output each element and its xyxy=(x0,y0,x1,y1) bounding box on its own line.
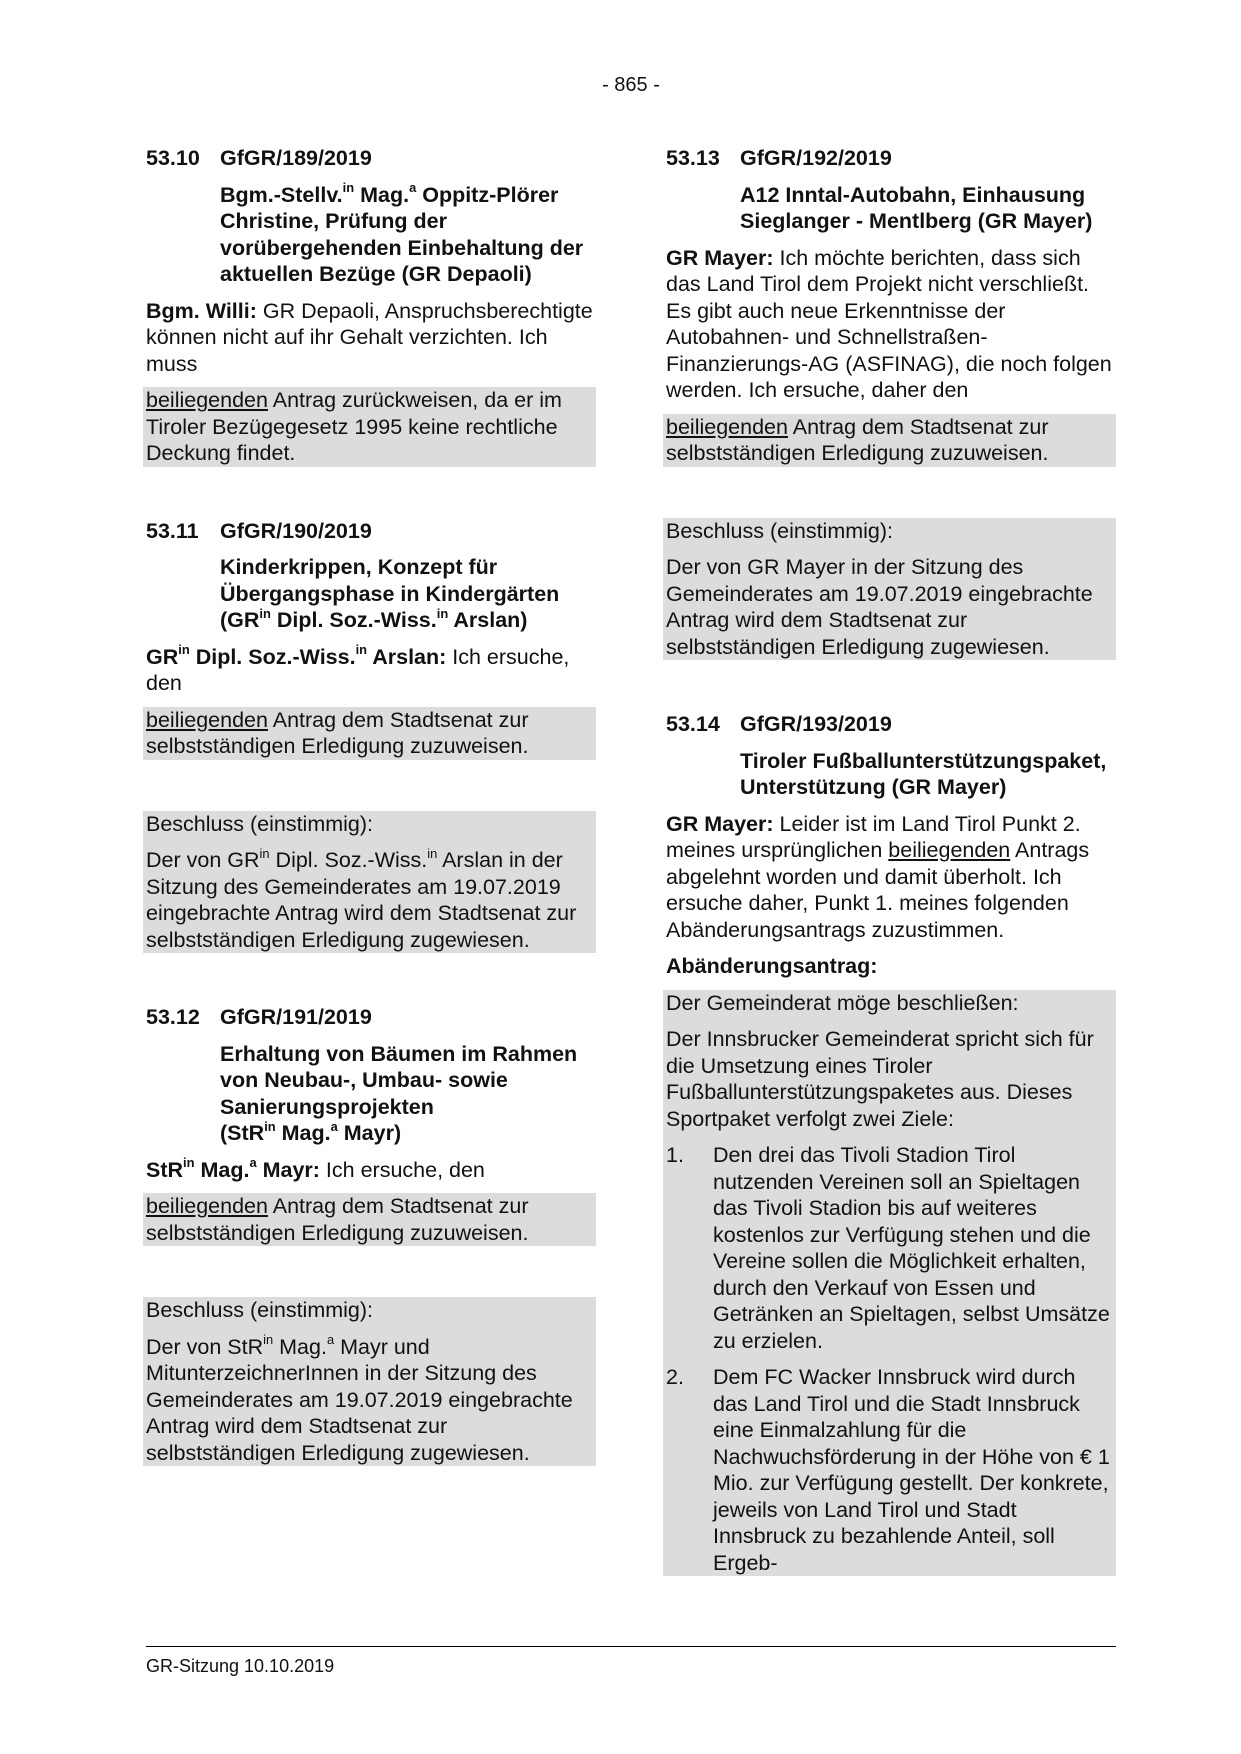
item-code: GfGR/192/2019 xyxy=(740,146,892,170)
motion-box: beiliegenden Antrag dem Stadtsenat zur selbstständigen Erledigung zuzuweisen. xyxy=(143,707,596,760)
item-code: GfGR/191/2019 xyxy=(220,1005,372,1029)
resolution-text: Der von GR Mayer in der Sitzung des Gemeinderates am 19.07.2019 eingebrachte Antrag wird dem Stadtsenat zur selbstständigen Erledigung zugewiesen. xyxy=(666,555,1093,659)
speaker-statement: GR Mayer: Ich möchte berichten, dass sich das Land Tirol dem Projekt nicht verschließt. Es gibt auch neue Erkenntnisse der Autobahnen- und Schnellstraßen-Finanzierungs-AG (ASFINAG), die noch folgen werden. Ich ersuche, daher den xyxy=(666,245,1112,402)
item-number: 53.12 xyxy=(146,1005,200,1029)
item-heading xyxy=(146,1004,596,1031)
amendment-intro: Der Gemeinderat möge beschließen: xyxy=(666,990,1019,1015)
motion-box: beiliegenden Antrag dem Stadtsenat zur selbstständigen Erledigung zuzuweisen. xyxy=(663,414,1116,467)
page-number: - 865 - xyxy=(602,74,660,96)
right-column xyxy=(666,145,1116,1576)
amendment-box xyxy=(663,990,1116,1577)
item-number: 53.11 xyxy=(146,518,199,543)
resolution-box xyxy=(663,518,1116,661)
list-item: 1. Den drei das Tivoli Stadion Tirol nutzenden Vereinen soll an Spieltagen das Tivoli Stadion bis auf weiteres kostenlos zur Verfügung stehen und die Vereine sollen die Möglichkeit erhalten, durch den Verkauf von Essen und Getränken an Spieltagen, selbst Umsätze zu erzielen. xyxy=(666,1143,1110,1353)
left-column xyxy=(146,145,596,1466)
item-number: 53.14 xyxy=(666,712,720,736)
item-code: GfGR/189/2019 xyxy=(220,146,372,170)
item-title: Tiroler Fußballunterstützungspaket, Unterstützung (GR Mayer) xyxy=(740,748,1107,799)
item-title: Kinderkrippen, Konzept für Übergangsphase in Kindergärten ($GR^{in}$ Dipl. Soz.-Wiss.$^{in}$ Arslan) xyxy=(220,555,560,632)
speaker-statement: $GR^{in}$ Dipl. Soz.-Wiss.$^{in}$ Arslan: Ich ersuche, den xyxy=(146,642,570,695)
resolution-label: Beschluss (einstimmig): xyxy=(666,518,893,543)
item-heading xyxy=(666,145,1116,172)
motion-box: beiliegenden Antrag dem Stadtsenat zur selbstständigen Erledigung zuzuweisen. xyxy=(143,1193,596,1246)
footer-divider xyxy=(146,1646,1116,1647)
resolution-box xyxy=(143,1297,596,1466)
resolution-label: Beschluss (einstimmig): xyxy=(146,811,373,836)
amendment-text: Der Innsbrucker Gemeinderat spricht sich für die Umsetzung eines Tiroler Fußballunterstützungspaketes aus. Dieses Sportpaket verfolgt zwei Ziele: xyxy=(666,1027,1094,1131)
item-number: 53.10 xyxy=(146,146,200,170)
item-title: Erhaltung von Bäumen im Rahmen von Neubau-, Umbau- sowie Sanierungsprojekten (StR$^{in}$ Mag.$^a$ Mayr) xyxy=(220,1041,578,1145)
resolution-text: Der von StR$^{in}$ Mag.$^a$ Mayr und MitunterzeichnerInnen in der Sitzung des Gemeinderates am 19.07.2019 eingebrachte Antrag wird dem Stadtsenat zur selbstständigen Erledigung zugewiesen. xyxy=(146,1332,573,1465)
footer: GR-Sitzung 10.10.2019 xyxy=(146,1656,335,1676)
item-code: GfGR/193/2019 xyxy=(740,712,892,736)
list-item: 2. Dem FC Wacker Innsbruck wird durch das Land Tirol und die Stadt Innsbruck eine Einmalzahlung für die Nachwuchsförderung in der Höhe von € 1 Mio. zur Verfügung gestellt. Der konkrete, jeweils von Land Tirol und Stadt Innsbruck zu bezahlende Anteil, soll Ergeb- xyxy=(666,1365,1110,1575)
item-number: 53.13 xyxy=(666,146,720,170)
item-code: GfGR/190/2019 xyxy=(220,518,372,543)
item-heading xyxy=(146,145,596,172)
speaker-statement: GR Mayer: Leider ist im Land Tirol Punkt 2. meines ursprünglichen beiliegenden Antrags abgelehnt worden und damit überholt. Ich ersuche daher, Punkt 1. meines folgenden Abänderungsantrags zuzustimmen. xyxy=(666,811,1090,942)
motion-box: beiliegenden Antrag zurückweisen, da er im Tiroler Bezügegesetz 1995 keine rechtliche Deckung findet. xyxy=(143,387,596,467)
resolution-text: Der von $GR^{in}$ Dipl. Soz.-Wiss.$^{in}$ Arslan in der Sitzung des Gemeinderates am 19.07.2019 eingebrachte Antrag wird dem Stadtsenat zur selbstständigen Erledigung zugewiesen. xyxy=(146,845,577,952)
item-title: Bgm.-Stellv.$^{in}$ Mag.$^a$ Oppitz-Plörer Christine, Prüfung der vorübergehenden Einbehaltung der aktuellen Bezüge (GR Depaoli) xyxy=(220,180,584,286)
speaker-statement: StR$^{in}$ Mag.$^a$ Mayr: Ich ersuche, den xyxy=(146,1155,485,1182)
item-heading xyxy=(666,711,1116,738)
item-title: A12 Inntal-Autobahn, Einhausung Sieglanger - Mentlberg (GR Mayer) xyxy=(740,182,1093,233)
amendment-heading: Abänderungsantrag: xyxy=(666,954,878,978)
item-heading xyxy=(146,518,596,545)
resolution-box xyxy=(143,811,596,954)
resolution-label: Beschluss (einstimmig): xyxy=(146,1298,373,1322)
speaker-statement: Bgm. Willi: GR Depaoli, Anspruchsberechtigte können nicht auf ihr Gehalt verzichten. Ich muss xyxy=(146,298,593,376)
